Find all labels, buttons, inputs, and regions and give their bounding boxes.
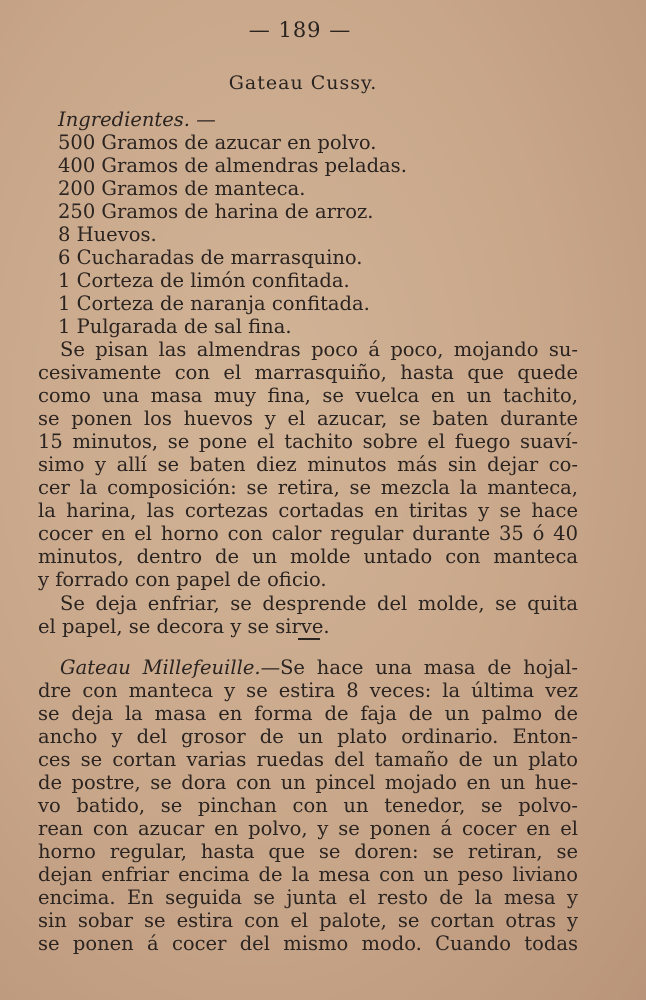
body-line: rean con azucar en polvo, y se ponen á cocer en el [38,817,578,840]
body-line: se ponen á cocer del mismo modo. Cuando todas [38,932,578,955]
body-line: cer la composición: se retira, se mezcla la manteca, [38,476,578,499]
page-number: — 189 — [248,18,352,42]
recipe-title-millefeuille: Gateau Millefeuille. [60,656,261,679]
body-line: Se pisan las almendras poco á poco, mojando su- [60,338,578,361]
body-line: el papel, se decora y se sirve. [38,615,330,638]
ingredient-item: 8 Huevos. [58,223,157,246]
body-line: ces se cortan varias ruedas del tamaño de un plato [38,748,578,771]
ingredient-item: 200 Gramos de manteca. [58,177,306,200]
ingredient-item: 400 Gramos de almendras peladas. [58,154,407,177]
body-line: encima. En seguida se junta el resto de la mesa y [38,886,578,909]
body-line: 15 minutos, se pone el tachito sobre el fuego suaví- [38,430,578,453]
ingredient-item: 1 Pulgarada de sal fina. [58,315,292,338]
body-line: sin sobar se estira con el palote, se cortan otras y [38,909,578,932]
ingredient-item: 250 Gramos de harina de arroz. [58,200,374,223]
body-line: horno regular, hasta que se doren: se retiran, se [38,840,578,863]
body-line: simo y allí se baten diez minutos más sin dejar co- [38,453,578,476]
body-line: ancho y del grosor de un plato ordinario. Enton- [38,725,578,748]
body-line: —Se hace una masa de hojal- [260,656,578,679]
ingredient-item: 1 Corteza de naranja confitada. [58,292,370,315]
ingredients-heading: Ingredientes. — [58,108,216,131]
body-line: la harina, las cortezas cortadas en tiritas y se hace [38,499,578,522]
body-line: dejan enfriar encima de la mesa con un peso liviano [38,863,578,886]
body-line: de postre, se dora con un pincel mojado en un hue- [38,771,578,794]
body-line: cesivamente con el marrasquiño, hasta que quede [38,361,578,384]
body-line: dre con manteca y se estira 8 veces: la última vez [38,679,578,702]
body-line: vo batido, se pinchan con un tenedor, se polvo- [38,794,578,817]
recipe-title-cussy: Gateau Cussy. [228,72,378,94]
body-line: se ponen los huevos y el azucar, se baten durante [38,407,578,430]
body-line: cocer en el horno con calor regular durante 35 ó 40 [38,522,578,545]
ingredient-item: 1 Corteza de limón confitada. [58,269,350,292]
body-line: como una masa muy fina, se vuelca en un tachito, [38,384,578,407]
section-divider [298,638,320,640]
body-line: se deja la masa en forma de faja de un palmo de [38,702,578,725]
body-line: minutos, dentro de un molde untado con manteca [38,545,578,568]
body-line: Se deja enfriar, se desprende del molde, se quita [60,592,578,615]
ingredient-item: 6 Cucharadas de marrasquino. [58,246,363,269]
ingredient-item: 500 Gramos de azucar en polvo. [58,131,377,154]
body-line: y forrado con papel de oficio. [38,568,327,591]
recipe-millefeuille-first-line [60,656,578,679]
